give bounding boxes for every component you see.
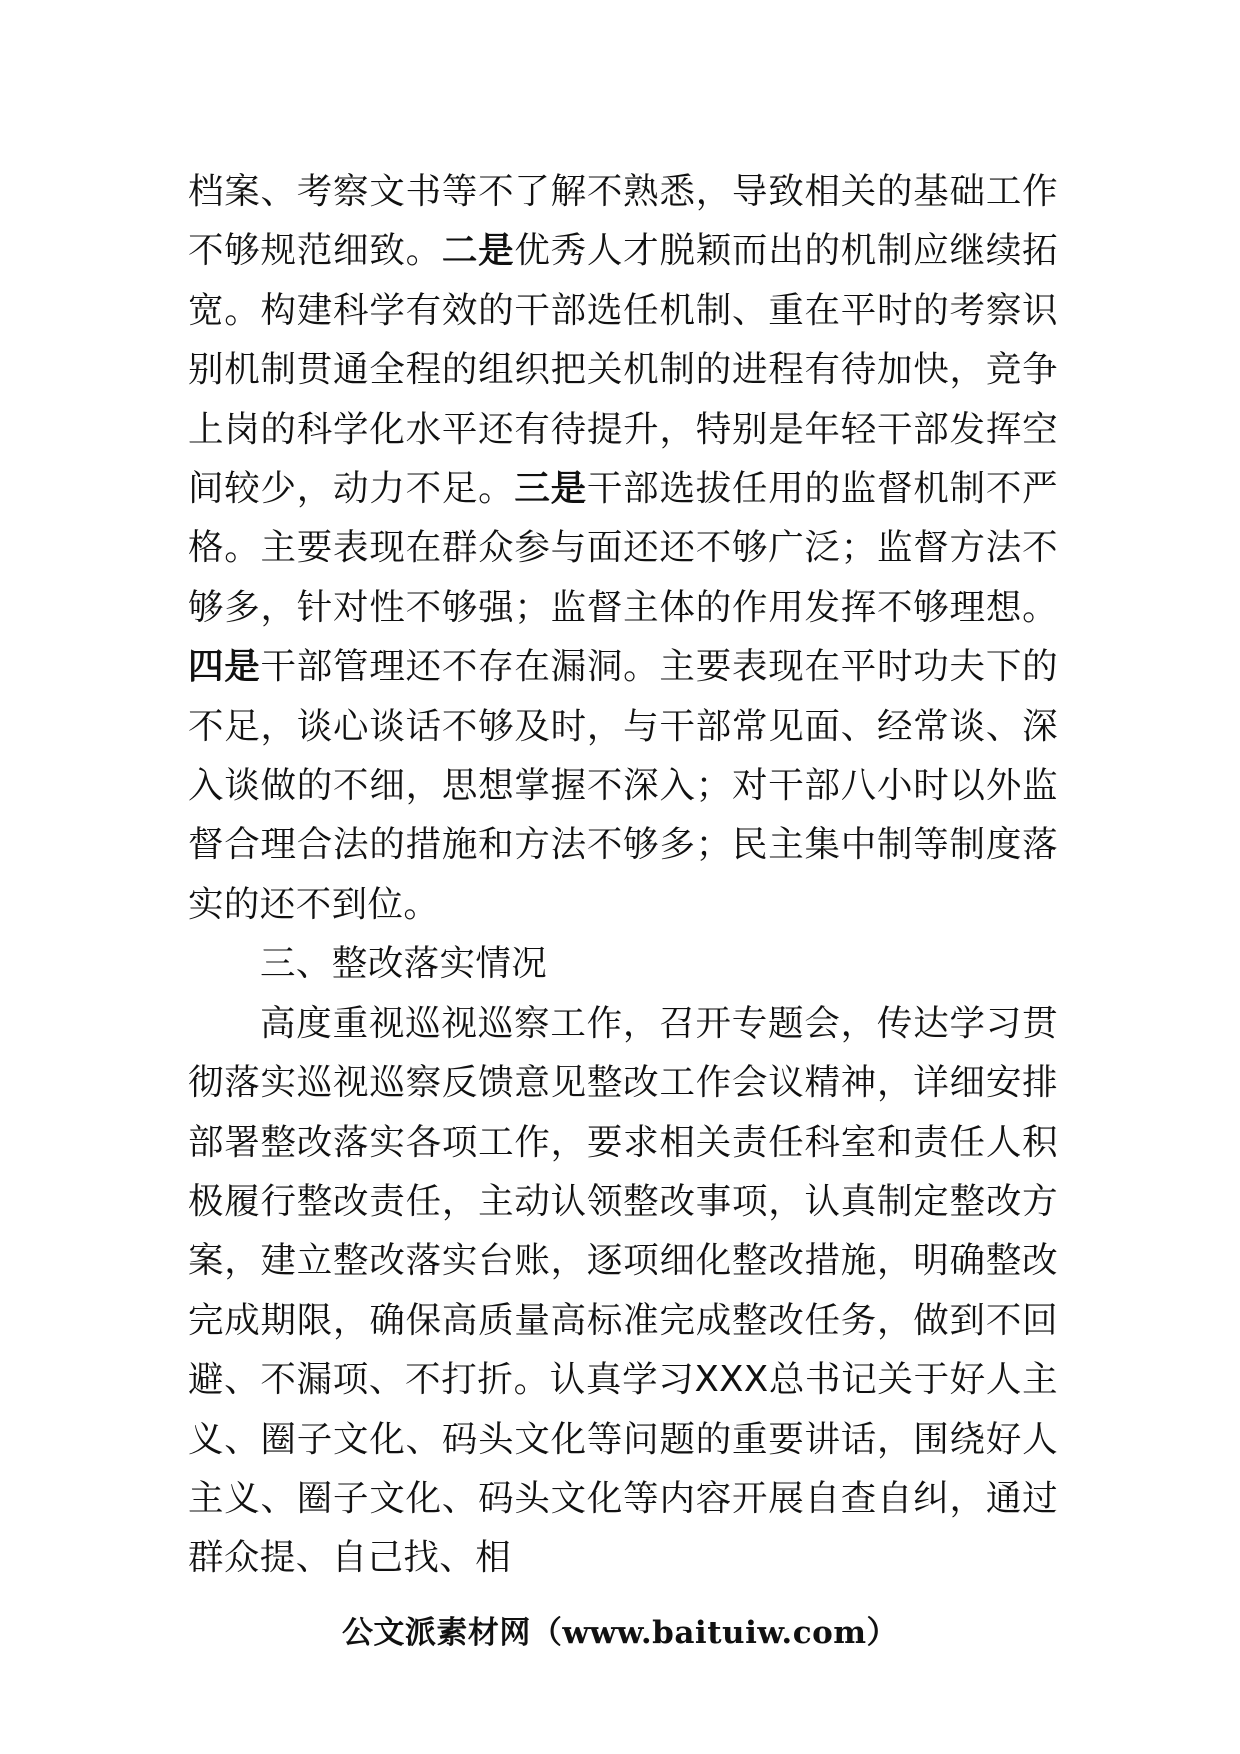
paragraph-sentence: 优秀人才脱颖而出的机制应继续拓宽。构建科学有效的干部选任机制、重在平时的考察识别机制贯通全程的组织把关机制的进程有待加快，竞争上岗的科学化水平还有待提升，特别是年轻干部发挥空间较少，动力不足。 — [188, 230, 1058, 510]
footer-watermark: 公文派素材网（www.baituiw.com） — [341, 1615, 899, 1651]
paragraph-sentence: 干部管理还不存在漏洞。主要表现在平时功夫下的不足，谈心谈话不够及时，与干部常见面、经常谈、深入谈做的不细，思想掌握不深入；对干部八小时以外监督合理合法的措施和方法不够多；民主集中制等制度落实的还不到位。 — [188, 646, 1058, 925]
document-body — [188, 162, 1058, 1588]
section-heading: 三、整改落实情况 — [260, 943, 548, 985]
bold-marker-three: 三是 — [514, 468, 587, 510]
paragraph-continued — [188, 162, 1058, 934]
paragraph-sentence: 干部选拔任用的监督机制不严格。主要表现在群众参与面还还不够广泛；监督方法不够多，针对性不够强；监督主体的作用发挥不够理想。 — [188, 468, 1058, 628]
paragraph-sentence: 档案、考察文书等不了解不熟悉，导致相关的基础工作不够规范细致。 — [188, 171, 1058, 272]
bold-marker-four: 四是 — [188, 646, 261, 688]
bold-marker-two: 二是 — [441, 230, 515, 272]
paragraph-rectification: 高度重视巡视巡察工作，召开专题会，传达学习贯彻落实巡视巡察反馈意见整改工作会议精神，详细安排部署整改落实各项工作，要求相关责任科室和责任人积极履行整改责任，主动认领整改事项，认真制定整改方案，建立整改落实台账，逐项细化整改措施，明确整改完成期限，确保高质量高标准完成整改任务，做到不回避、不漏项、不打折。认真学习XXX总书记关于好人主义、圈子文化、码头文化等问题的重要讲话，围绕好人主义、圈子文化、码头文化等内容开展自查自纠，通过群众提、自己找、相 — [188, 1002, 1058, 1579]
